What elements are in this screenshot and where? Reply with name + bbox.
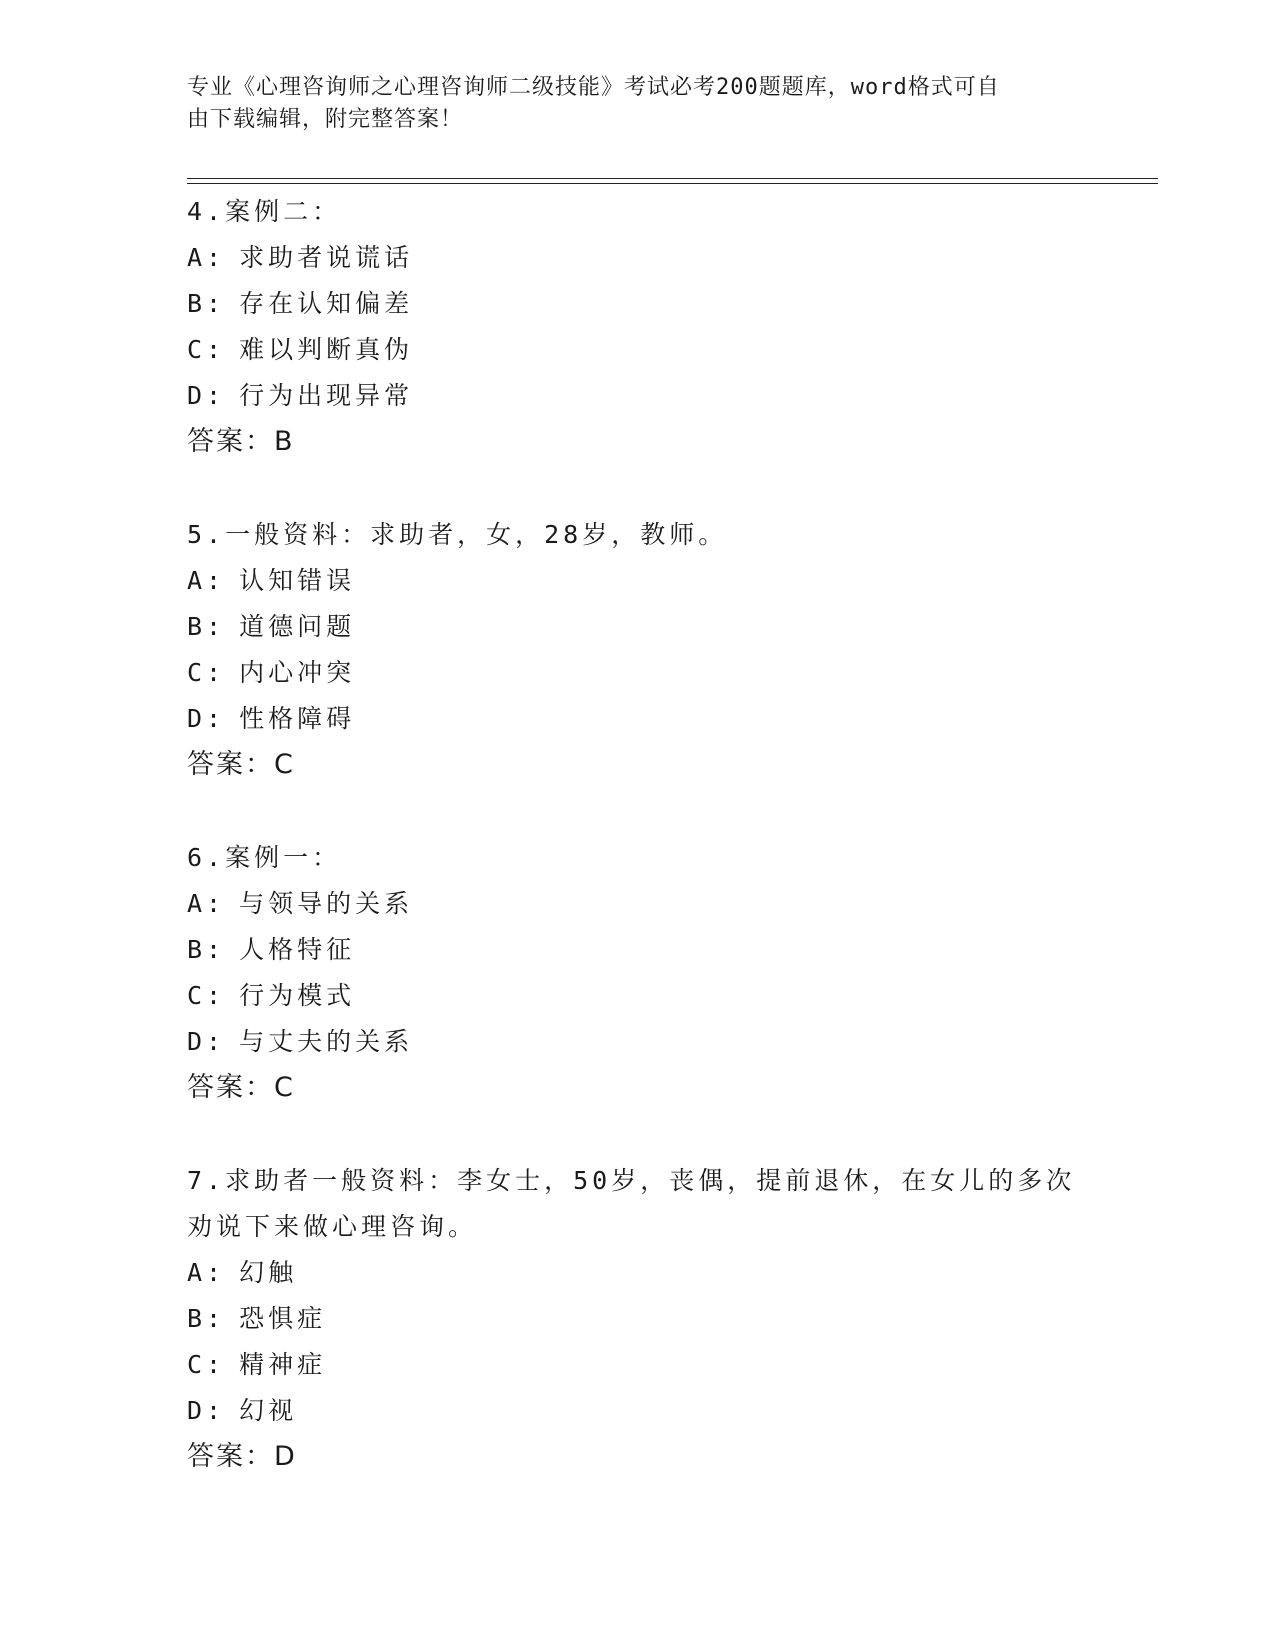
option-text: 求助者说谎话 <box>239 243 414 272</box>
option-c <box>187 650 1147 696</box>
option-key: B: <box>187 289 226 318</box>
option-d <box>187 1019 1147 1065</box>
option-text: 难以判断真伪 <box>239 335 414 364</box>
option-d <box>187 696 1147 742</box>
question-stem-continued: 劝说下来做心理咨询。 <box>187 1212 478 1241</box>
option-b <box>187 281 1147 327</box>
option-text: 与领导的关系 <box>239 889 414 918</box>
option-key: D: <box>187 381 226 410</box>
option-text: 内心冲突 <box>239 658 356 687</box>
option-text: 精神症 <box>239 1350 327 1379</box>
option-key: B: <box>187 612 226 641</box>
header-line-2: 由下载编辑，附完整答案！ <box>187 107 464 132</box>
option-text: 人格特征 <box>239 935 356 964</box>
question-list <box>187 189 1147 1527</box>
option-key: C: <box>187 335 226 364</box>
option-text: 道德问题 <box>239 612 356 641</box>
option-text: 幻视 <box>239 1396 298 1425</box>
answer-label: 答案：C <box>187 749 295 780</box>
header-rule-bottom <box>187 183 1158 184</box>
option-a <box>187 558 1147 604</box>
question-stem: 5.一般资料：求助者，女，28岁，教师。 <box>187 520 728 549</box>
option-d <box>187 373 1147 419</box>
header-line-1: 专业《心理咨询师之心理咨询师二级技能》考试必考200题题库，word格式可自 <box>187 75 1000 100</box>
option-key: A: <box>187 243 226 272</box>
question-6 <box>187 835 1147 1111</box>
answer-label: 答案：C <box>187 1072 295 1103</box>
option-b <box>187 927 1147 973</box>
option-a <box>187 1250 1147 1296</box>
option-text: 幻触 <box>239 1258 298 1287</box>
question-stem: 6.案例一： <box>187 843 342 872</box>
option-a <box>187 881 1147 927</box>
option-c <box>187 1342 1147 1388</box>
option-text: 行为出现异常 <box>239 381 414 410</box>
question-5 <box>187 512 1147 788</box>
answer-label: 答案：B <box>187 426 295 457</box>
option-key: B: <box>187 935 226 964</box>
question-stem: 7.求助者一般资料：李女士，50岁，丧偶，提前退休，在女儿的多次 <box>187 1166 1076 1195</box>
option-text: 性格障碍 <box>239 704 356 733</box>
question-4 <box>187 189 1147 465</box>
option-c <box>187 973 1147 1019</box>
option-key: A: <box>187 1258 226 1287</box>
option-text: 与丈夫的关系 <box>239 1027 414 1056</box>
answer-label: 答案：D <box>187 1441 297 1472</box>
question-7 <box>187 1158 1147 1480</box>
option-b <box>187 604 1147 650</box>
option-c <box>187 327 1147 373</box>
option-key: D: <box>187 1396 226 1425</box>
question-stem: 4.案例二： <box>187 197 342 226</box>
option-b <box>187 1296 1147 1342</box>
header-rule-top <box>187 178 1158 179</box>
document-header <box>187 72 1067 136</box>
option-text: 恐惧症 <box>239 1304 327 1333</box>
option-key: D: <box>187 1027 226 1056</box>
option-key: C: <box>187 1350 226 1379</box>
option-key: C: <box>187 658 226 687</box>
option-key: B: <box>187 1304 226 1333</box>
option-key: A: <box>187 566 226 595</box>
option-a <box>187 235 1147 281</box>
option-text: 存在认知偏差 <box>239 289 414 318</box>
option-d <box>187 1388 1147 1434</box>
option-text: 认知错误 <box>239 566 356 595</box>
option-text: 行为模式 <box>239 981 356 1010</box>
option-key: A: <box>187 889 226 918</box>
option-key: D: <box>187 704 226 733</box>
option-key: C: <box>187 981 226 1010</box>
